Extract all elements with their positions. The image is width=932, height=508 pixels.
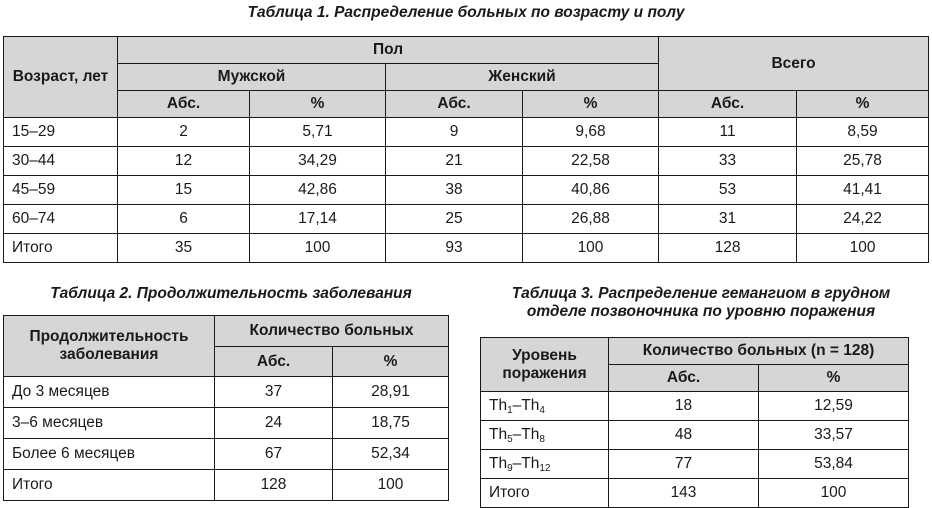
count-pct: 52,34 [333,439,449,470]
table1-header-total: Всего [659,37,929,91]
count-pct: 33,57 [759,421,909,450]
female-pct: 40,86 [523,176,659,205]
total-pct: 8,59 [797,118,929,147]
count-pct: 18,75 [333,408,449,439]
table2 [3,315,449,501]
male-pct: 17,14 [250,205,386,234]
table1-header-total-pct: % [797,91,929,118]
table2-header-pct: % [333,347,449,377]
female-pct: 100 [523,234,659,263]
table-row [4,118,929,147]
table-row-total [4,470,449,501]
female-pct: 26,88 [523,205,659,234]
table2-header-duration: Продолжительность заболевания [4,316,215,377]
count-abs: 37 [215,377,333,408]
count-pct: 53,84 [759,450,909,479]
male-abs: 6 [118,205,250,234]
table3-caption [470,285,932,321]
count-abs: 77 [609,450,759,479]
age-group: 15–29 [4,118,118,147]
count-abs: 143 [609,479,759,508]
table-row [4,439,449,470]
table-row-total [4,234,929,263]
total-abs: 31 [659,205,797,234]
table3-caption-line1: Таблица 3. Распределение гемангиом в грудном [511,285,891,302]
age-group: 60–74 [4,205,118,234]
table3-header-count: Количество больных (n = 128) [609,338,909,365]
level-label: $Th_1-Th_4$ [481,392,609,421]
female-abs: 25 [386,205,523,234]
female-abs: 21 [386,147,523,176]
count-pct: 100 [333,470,449,501]
table-row [4,147,929,176]
male-pct: 100 [250,234,386,263]
duration-label: Более 6 месяцев [4,439,215,470]
table-row-total [481,479,909,508]
table2-header-abs: Абс. [215,347,333,377]
duration-label: До 3 месяцев [4,377,215,408]
count-abs: 18 [609,392,759,421]
table3-header-pct: % [759,365,909,392]
table-row [4,408,449,439]
male-pct: 42,86 [250,176,386,205]
total-abs: 53 [659,176,797,205]
male-abs: 12 [118,147,250,176]
table-row [481,450,909,479]
count-abs: 48 [609,421,759,450]
duration-label: 3–6 месяцев [4,408,215,439]
age-group: 45–59 [4,176,118,205]
count-pct: 100 [759,479,909,508]
count-pct: 28,91 [333,377,449,408]
total-label: Итого [481,479,609,508]
table2-header-count: Количество больных [215,316,449,347]
table1-header-total-abs: Абс. [659,91,797,118]
total-pct: 100 [797,234,929,263]
total-pct: 41,41 [797,176,929,205]
female-pct: 9,68 [523,118,659,147]
table-row [481,421,909,450]
level-label: $Th_9-Th_{12}$ [481,450,609,479]
male-abs: 35 [118,234,250,263]
table3 [480,337,909,508]
total-abs: 33 [659,147,797,176]
total-abs: 11 [659,118,797,147]
total-pct: 25,78 [797,147,929,176]
count-abs: 128 [215,470,333,501]
age-group: 30–44 [4,147,118,176]
female-pct: 22,58 [523,147,659,176]
count-pct: 12,59 [759,392,909,421]
table3-header-level: Уровень поражения [481,338,609,392]
table1-header-female-abs: Абс. [386,91,523,118]
table3-caption-line2: отделе позвоночника по уровню поражения [526,303,876,320]
table1-header-female: Женский [386,64,659,91]
total-label: Итого [4,234,118,263]
table1-header-sex: Пол [118,37,659,64]
male-abs: 2 [118,118,250,147]
female-abs: 38 [386,176,523,205]
male-abs: 15 [118,176,250,205]
table-row [4,377,449,408]
female-abs: 9 [386,118,523,147]
level-label: $Th_5-Th_8$ [481,421,609,450]
table1-header-male-pct: % [250,91,386,118]
table2-caption: Таблица 2. Продолжительность заболевания [50,285,412,302]
table1 [3,36,929,263]
table1-caption: Таблица 1. Распределение больных по возрасту и полу [247,4,685,21]
table1-header-age: Возраст, лет [4,37,118,118]
total-label: Итого [4,470,215,501]
table1-header-male: Мужской [118,64,386,91]
table-row [4,205,929,234]
total-pct: 24,22 [797,205,929,234]
female-abs: 93 [386,234,523,263]
count-abs: 67 [215,439,333,470]
table3-header-abs: Абс. [609,365,759,392]
male-pct: 5,71 [250,118,386,147]
table-row [481,392,909,421]
table-row [4,176,929,205]
count-abs: 24 [215,408,333,439]
table1-header-female-pct: % [523,91,659,118]
male-pct: 34,29 [250,147,386,176]
total-abs: 128 [659,234,797,263]
table1-header-male-abs: Абс. [118,91,250,118]
